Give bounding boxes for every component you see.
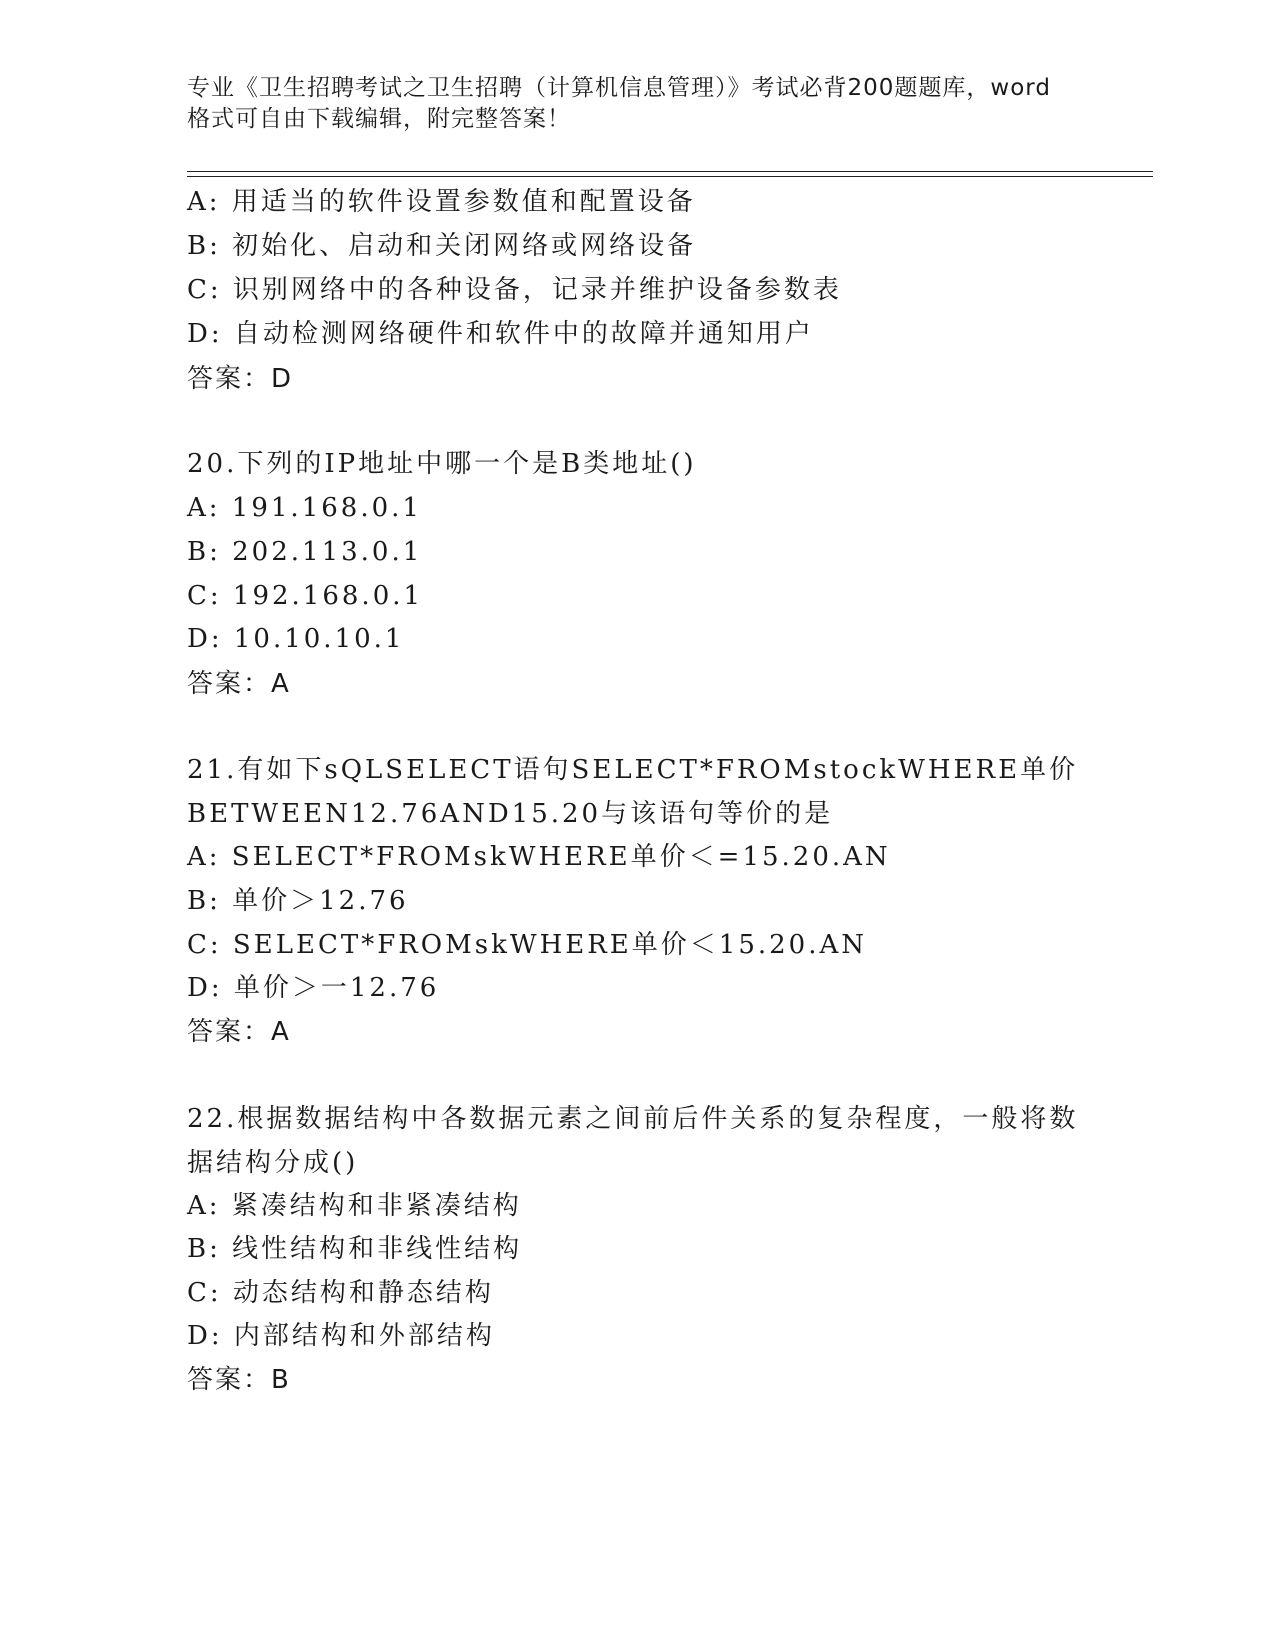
option-c: C: 动态结构和静态结构 bbox=[187, 1278, 494, 1308]
question-stem-line-1: 22.根据数据结构中各数据元素之间前后件关系的复杂程度，一般将数 bbox=[187, 1104, 1079, 1134]
answer: 答案：A bbox=[187, 669, 291, 699]
option-b: B: 初始化、启动和关闭网络或网络设备 bbox=[187, 231, 697, 261]
question-stem: 20.下列的IP地址中哪一个是B类地址() bbox=[187, 449, 697, 479]
header-title-line-2: 格式可自由下载编辑，附完整答案！ bbox=[187, 106, 571, 132]
question-stem-line-1: 21.有如下sQLSELECT语句SELECT*FROMstockWHERE单价 bbox=[187, 755, 1079, 785]
answer: 答案：B bbox=[187, 1365, 291, 1395]
header-rule-top bbox=[187, 171, 1153, 172]
option-b: B: 202.113.0.1 bbox=[187, 537, 423, 567]
answer: 答案：D bbox=[187, 364, 294, 394]
question-stem-line-2: 据结构分成() bbox=[187, 1148, 359, 1178]
option-c: C: 识别网络中的各种设备，记录并维护设备参数表 bbox=[187, 275, 842, 305]
option-d: D: 单价＞一12.76 bbox=[187, 973, 440, 1003]
option-a: A: 用适当的软件设置参数值和配置设备 bbox=[187, 187, 696, 217]
option-c: C: SELECT*FROMskWHERE单价＜15.20.AN bbox=[187, 930, 867, 960]
option-a: A: 191.168.0.1 bbox=[187, 493, 422, 523]
option-a: A: 紧凑结构和非紧凑结构 bbox=[187, 1191, 522, 1221]
option-d: D: 10.10.10.1 bbox=[187, 624, 405, 654]
header-title-line-1: 专业《卫生招聘考试之卫生招聘（计算机信息管理）》考试必背200题题库，word bbox=[187, 75, 1051, 101]
option-a: A: SELECT*FROMskWHERE单价＜=15.20.AN bbox=[187, 842, 891, 872]
answer: 答案：A bbox=[187, 1017, 291, 1047]
header-rule-bottom bbox=[187, 176, 1153, 177]
question-stem-line-2: BETWEEN12.76AND15.20与该语句等价的是 bbox=[187, 799, 834, 829]
option-b: B: 线性结构和非线性结构 bbox=[187, 1234, 523, 1264]
option-d: D: 内部结构和外部结构 bbox=[187, 1321, 495, 1351]
option-b: B: 单价＞12.76 bbox=[187, 886, 409, 916]
option-d: D: 自动检测网络硬件和软件中的故障并通知用户 bbox=[187, 319, 814, 349]
option-c: C: 192.168.0.1 bbox=[187, 581, 424, 611]
